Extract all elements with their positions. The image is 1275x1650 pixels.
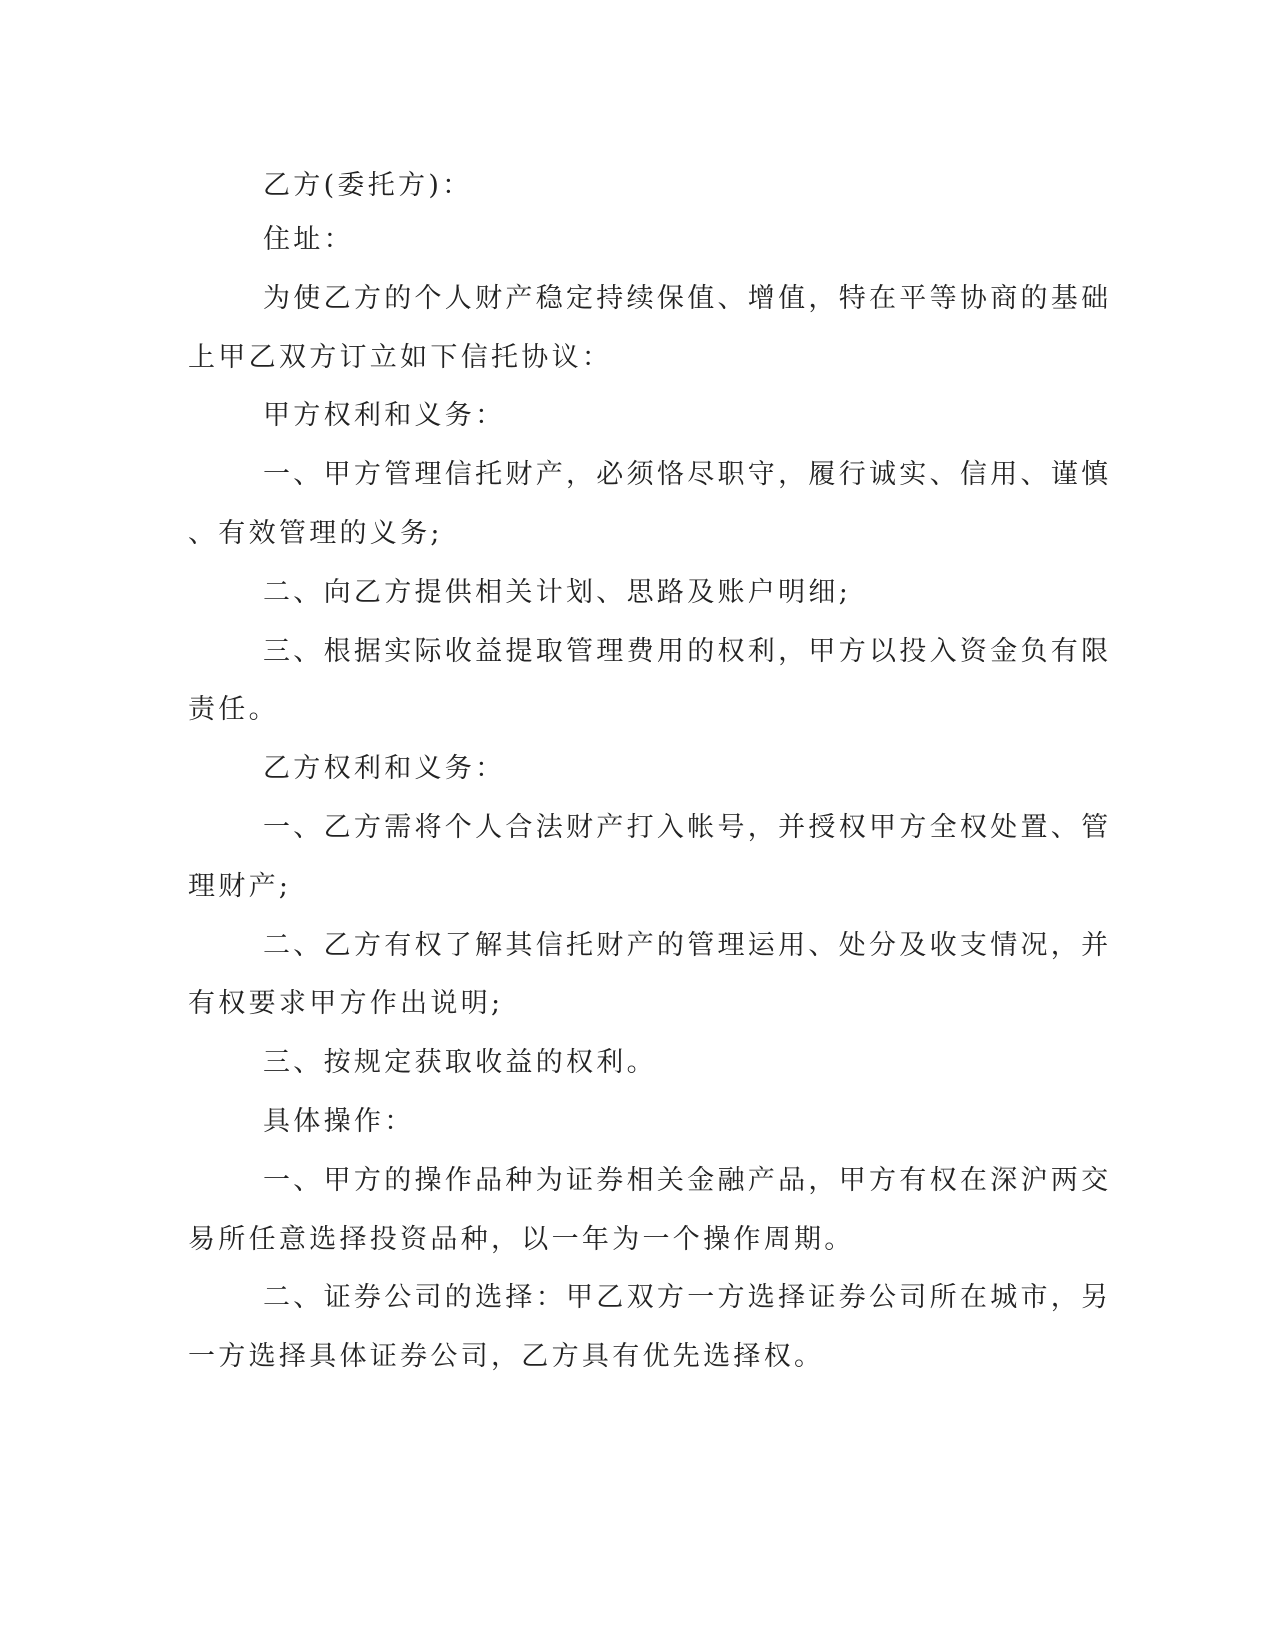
party-a-item-3-line-2: 责任。 [188,694,279,725]
address-label: 住址： [263,224,354,255]
party-a-item-1-line-2: 、有效管理的义务; [188,518,443,549]
party-b-heading: 乙方权利和义务： [263,753,506,784]
intro-paragraph-line-1: 为使乙方的个人财产稳定持续保值、增值，特在平等协商的基础 [263,283,1112,314]
party-a-item-2: 二、向乙方提供相关计划、思路及账户明细; [263,577,852,608]
operations-item-1-line-2: 易所任意选择投资品种，以一年为一个操作周期。 [188,1224,855,1255]
party-b-item-2-line-1: 二、乙方有权了解其信托财产的管理运用、处分及收支情况，并 [263,930,1112,961]
party-a-heading: 甲方权利和义务： [263,400,506,431]
operations-item-1-line-1: 一、甲方的操作品种为证券相关金融产品，甲方有权在深沪两交 [263,1165,1112,1196]
operations-item-2-line-1: 二、证券公司的选择：甲乙双方一方选择证券公司所在城市，另 [263,1282,1112,1313]
intro-paragraph-line-2: 上甲乙双方订立如下信托协议： [188,342,613,373]
party-b-item-1-line-2: 理财产; [188,871,292,902]
party-b-item-2-line-2: 有权要求甲方作出说明; [188,988,504,1019]
operations-heading: 具体操作： [263,1106,415,1137]
party-a-item-1-line-1: 一、甲方管理信托财产，必须恪尽职守，履行诚实、信用、谨慎 [263,459,1112,490]
operations-item-2-line-2: 一方选择具体证券公司，乙方具有优先选择权。 [188,1341,825,1372]
party-b-item-1-line-1: 一、乙方需将个人合法财产打入帐号，并授权甲方全权处置、管 [263,812,1112,843]
party-b-label: 乙方(委托方)： [263,170,473,201]
party-a-item-3-line-1: 三、根据实际收益提取管理费用的权利，甲方以投入资金负有限 [263,636,1112,667]
party-b-item-3: 三、按规定获取收益的权利。 [263,1047,657,1078]
